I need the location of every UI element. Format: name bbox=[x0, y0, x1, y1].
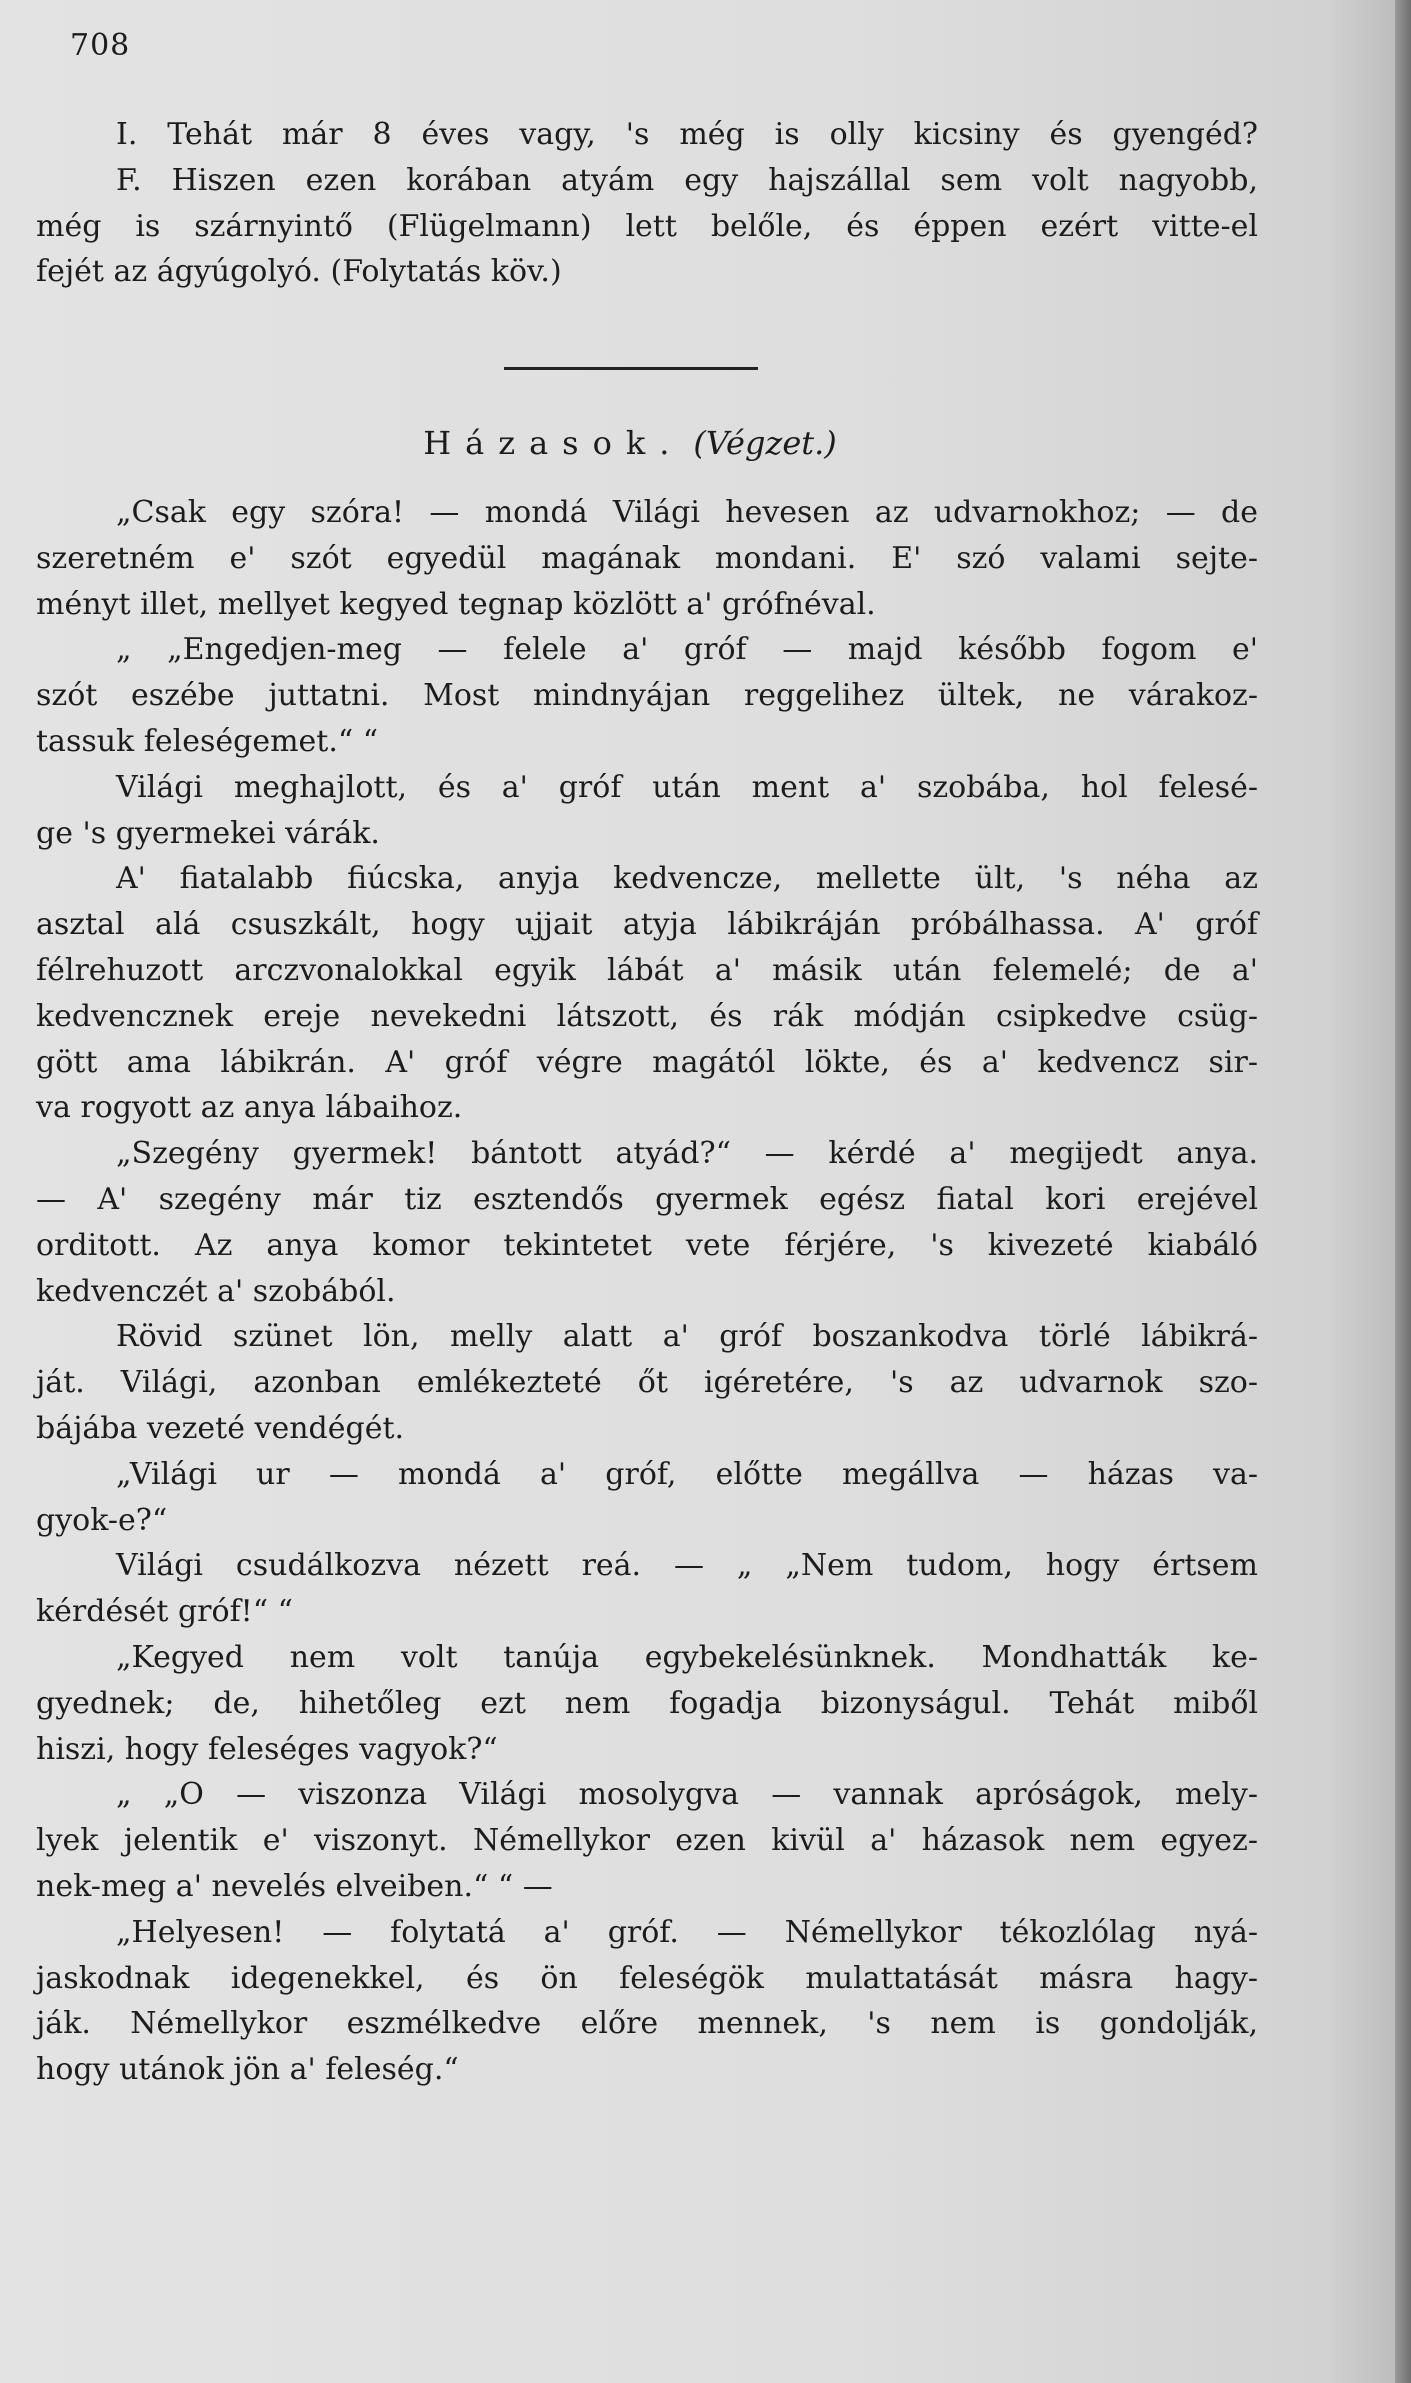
text-line: hiszi, hogy feleséges vagyok?“ bbox=[36, 1731, 498, 1767]
text-line: még is szárnyintő (Flügelmann) lett belőle, és éppen ezért vitte-el bbox=[36, 208, 1258, 244]
text-line: hogy utánok jön a' feleség.“ bbox=[36, 2052, 459, 2088]
text-line: va rogyott az anya lábaihoz. bbox=[36, 1090, 463, 1126]
text-line: gyednek; de, hihetőleg ezt nem fogadja bizonyságul. Tehát miből bbox=[36, 1685, 1258, 1721]
text-line: asztal alá csuszkált, hogy ujjait atyja lábikráján próbálhassa. A' gróf bbox=[36, 907, 1258, 943]
text-line: tassuk feleségemet.“ “ bbox=[36, 723, 379, 759]
text-line: I. Tehát már 8 éves vagy, 's még is olly kicsiny és gyengéd? bbox=[116, 117, 1258, 152]
text-line: Rövid szünet lön, melly alatt a' gróf boszankodva törlé lábikrá- bbox=[116, 1319, 1258, 1355]
text-line: „Kegyed nem volt tanúja egybekelésünknek. Mondhatták ke- bbox=[116, 1639, 1258, 1675]
text-line: „Világi ur — mondá a' gróf, előtte megállva — házas va- bbox=[116, 1456, 1258, 1492]
text-line: jaskodnak idegenekkel, és ön feleségök mulattatását másra hagy- bbox=[36, 1960, 1258, 1996]
section-title bbox=[0, 424, 1260, 462]
page-edge bbox=[1395, 0, 1411, 2383]
text-line: F. Hiszen ezen korában atyám egy hajszállal sem volt nagyobb, bbox=[116, 162, 1258, 198]
text-line: ják. Némellykor eszmélkedve előre mennek, 's nem is gondolják, bbox=[36, 2006, 1258, 2042]
section-divider bbox=[504, 367, 758, 370]
text-line: kedvenczét a' szobából. bbox=[36, 1273, 396, 1309]
text-line: „Helyesen! — folytatá a' gróf. — Némellykor tékozlólag nyá- bbox=[116, 1914, 1258, 1950]
text-line: fejét az ágyúgolyó. (Folytatás köv.) bbox=[36, 254, 562, 290]
text-line: „Csak egy szóra! — mondá Világi hevesen az udvarnokhoz; — de bbox=[116, 495, 1258, 530]
text-line: „ „O — viszonza Világi mosolygva — vannak apróságok, mely- bbox=[116, 1777, 1258, 1813]
text-line: A' fiatalabb fiúcska, anyja kedvencze, mellette ült, 's néha az bbox=[116, 861, 1258, 897]
text-line: orditott. Az anya komor tekintetet vete férjére, 's kivezeté kiabáló bbox=[36, 1227, 1258, 1263]
text-line: kérdését gróf!“ “ bbox=[36, 1594, 293, 1630]
text-line: félrehuzott arczvonalokkal egyik lábát a' másik után felemelé; de a' bbox=[36, 952, 1258, 988]
text-line: kedvencznek ereje nevekedni látszott, és rák módján csipkedve csüg- bbox=[36, 998, 1258, 1034]
text-line: nek-meg a' nevelés elveiben.“ “ — bbox=[36, 1868, 553, 1904]
text-block-continuation bbox=[36, 112, 1258, 295]
text-line: gött ama lábikrán. A' gróf végre magától lökte, és a' kedvencz sir- bbox=[36, 1044, 1258, 1080]
text-line: szeretném e' szót egyedül magának mondani. E' szó valami sejte- bbox=[36, 540, 1258, 576]
section-title-main: Házasok. bbox=[423, 424, 684, 462]
text-line: lyek jelentik e' viszonyt. Némellykor ezen kivül a' házasok nem egyez- bbox=[36, 1823, 1258, 1859]
text-line: gyok-e?“ bbox=[36, 1502, 168, 1538]
text-line: „ „Engedjen-meg — felele a' gróf — majd később fogom e' bbox=[116, 632, 1258, 668]
text-line: „Szegény gyermek! bántott atyád?“ — kérdé a' megijedt anya. bbox=[116, 1136, 1258, 1172]
text-line: szót eszébe juttatni. Most mindnyájan reggelihez ültek, ne várakoz- bbox=[36, 678, 1258, 714]
text-line: ját. Világi, azonban emlékezteté őt igéretére, 's az udvarnok szo- bbox=[36, 1365, 1258, 1401]
text-line: — A' szegény már tiz esztendős gyermek egész fiatal kori erejével bbox=[36, 1181, 1258, 1217]
section-title-note: (Végzet.) bbox=[693, 424, 837, 462]
text-block-story bbox=[36, 490, 1258, 2093]
text-line: Világi meghajlott, és a' gróf után ment a' szobába, hol felesé- bbox=[116, 769, 1258, 805]
text-line: ge 's gyermekei várák. bbox=[36, 815, 380, 851]
text-line: Világi csudálkozva nézett reá. — „ „Nem tudom, hogy értsem bbox=[116, 1548, 1258, 1584]
page-number: 708 bbox=[70, 28, 131, 63]
text-line: bájába vezeté vendégét. bbox=[36, 1410, 405, 1446]
text-line: ményt illet, mellyet kegyed tegnap közlött a' grófnéval. bbox=[36, 586, 876, 622]
